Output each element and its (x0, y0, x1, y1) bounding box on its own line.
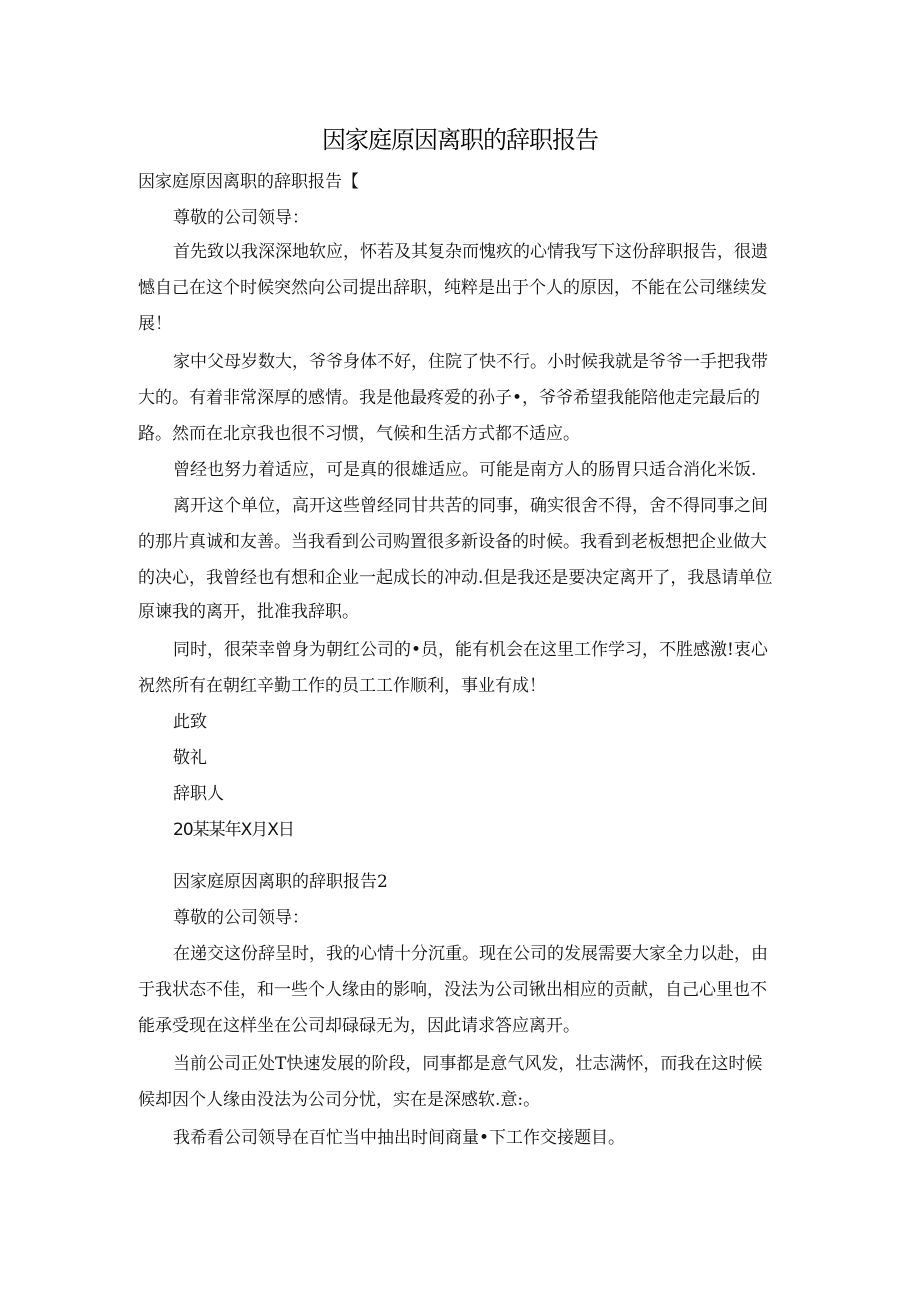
closing-line-2: 敬礼 (173, 748, 207, 768)
paragraph-4-line-2: 的那片真诚和友善。当我看到公司购置很多新设备的时候。我看到老板想把企业做大 (138, 532, 767, 552)
salutation-1: 尊敬的公司领导： (173, 208, 309, 228)
paragraph-2-line-2: 大的。有着非常深厚的感情。我是他最疼爱的孙子•，爷爷希望我能陪他走完最后的 (138, 388, 761, 408)
document-title: 因家庭原因离职的辞职报告 (322, 126, 598, 154)
paragraph-6-line-2: 于我状态不佳，和一些个人缘由的影响，没法为公司锹出相应的贡献，自己心里也不 (138, 980, 767, 1000)
paragraph-6-line-1: 在递交这份辞呈时，我的心情十分沉重。现在公司的发展需要大家全力以赴，由 (173, 944, 768, 964)
salutation-2: 尊敬的公司领导： (173, 908, 309, 928)
section-heading-1: 因家庭原因离职的辞职报告【 (138, 172, 359, 192)
paragraph-7-line-1: 当前公司正处T快速发展的阶段，同事都是意气风发，壮志满怀，而我在这时候 (173, 1054, 763, 1074)
signature-label: 辞职人 (173, 784, 224, 804)
paragraph-5-line-1: 同时，很荣幸曾身为朝红公司的•员，能有机会在这里工作学习，不胜感激!衷心 (173, 640, 768, 660)
paragraph-6-line-3: 能承受现在这样坐在公司却碌碌无为，因此请求答应离开。 (138, 1016, 580, 1036)
paragraph-1-line-2: 憾自己在这个时候突然向公司提出辞职，纯粹是出于个人的原因，不能在公司继续发 (138, 278, 767, 298)
paragraph-4-line-4: 原谏我的离开，批准我辞职。 (138, 602, 359, 622)
paragraph-2-line-1: 家中父母岁数大，爷爷身体不好，住院了快不行。小时候我就是爷爷一手把我带 (173, 352, 768, 372)
paragraph-3: 曾经也努力着适应，可是真的很雄适应。可能是南方人的肠胃只适合消化米饭. (173, 460, 757, 480)
closing-line-1: 此致 (173, 712, 207, 732)
paragraph-8: 我希看公司领导在百忙当中抽出时间商量•下工作交接题目。 (173, 1128, 626, 1148)
paragraph-4-line-3: 的决心，我曾经也有想和企业一起成长的冲动.但是我还是要决定离开了，我恳请单位 (138, 568, 773, 588)
paragraph-1-line-1: 首先致以我深深地软应，怀若及其复杂而愧疚的心情我写下这份辞职报告，很遗 (173, 242, 768, 262)
paragraph-4-line-1: 离开这个单位，高开这些曾经同甘共苦的同事，确实很舍不得，舍不得同事之间 (173, 496, 768, 516)
date-line: 20某某年X月X日 (173, 820, 294, 840)
section-heading-2: 因家庭原因离职的辞职报告2 (173, 872, 388, 892)
paragraph-2-line-3: 路。然而在北京我也很不习惯，气候和生活方式都不适应。 (138, 424, 580, 444)
paragraph-7-line-2: 候却因个人缘由没法为公司分忧，实在是深感软.意:。 (138, 1090, 541, 1110)
paragraph-1-line-3: 展！ (138, 314, 172, 334)
paragraph-5-line-2: 祝然所有在朝红辛勤工作的员工工作顺利，事业有成！ (138, 676, 546, 696)
